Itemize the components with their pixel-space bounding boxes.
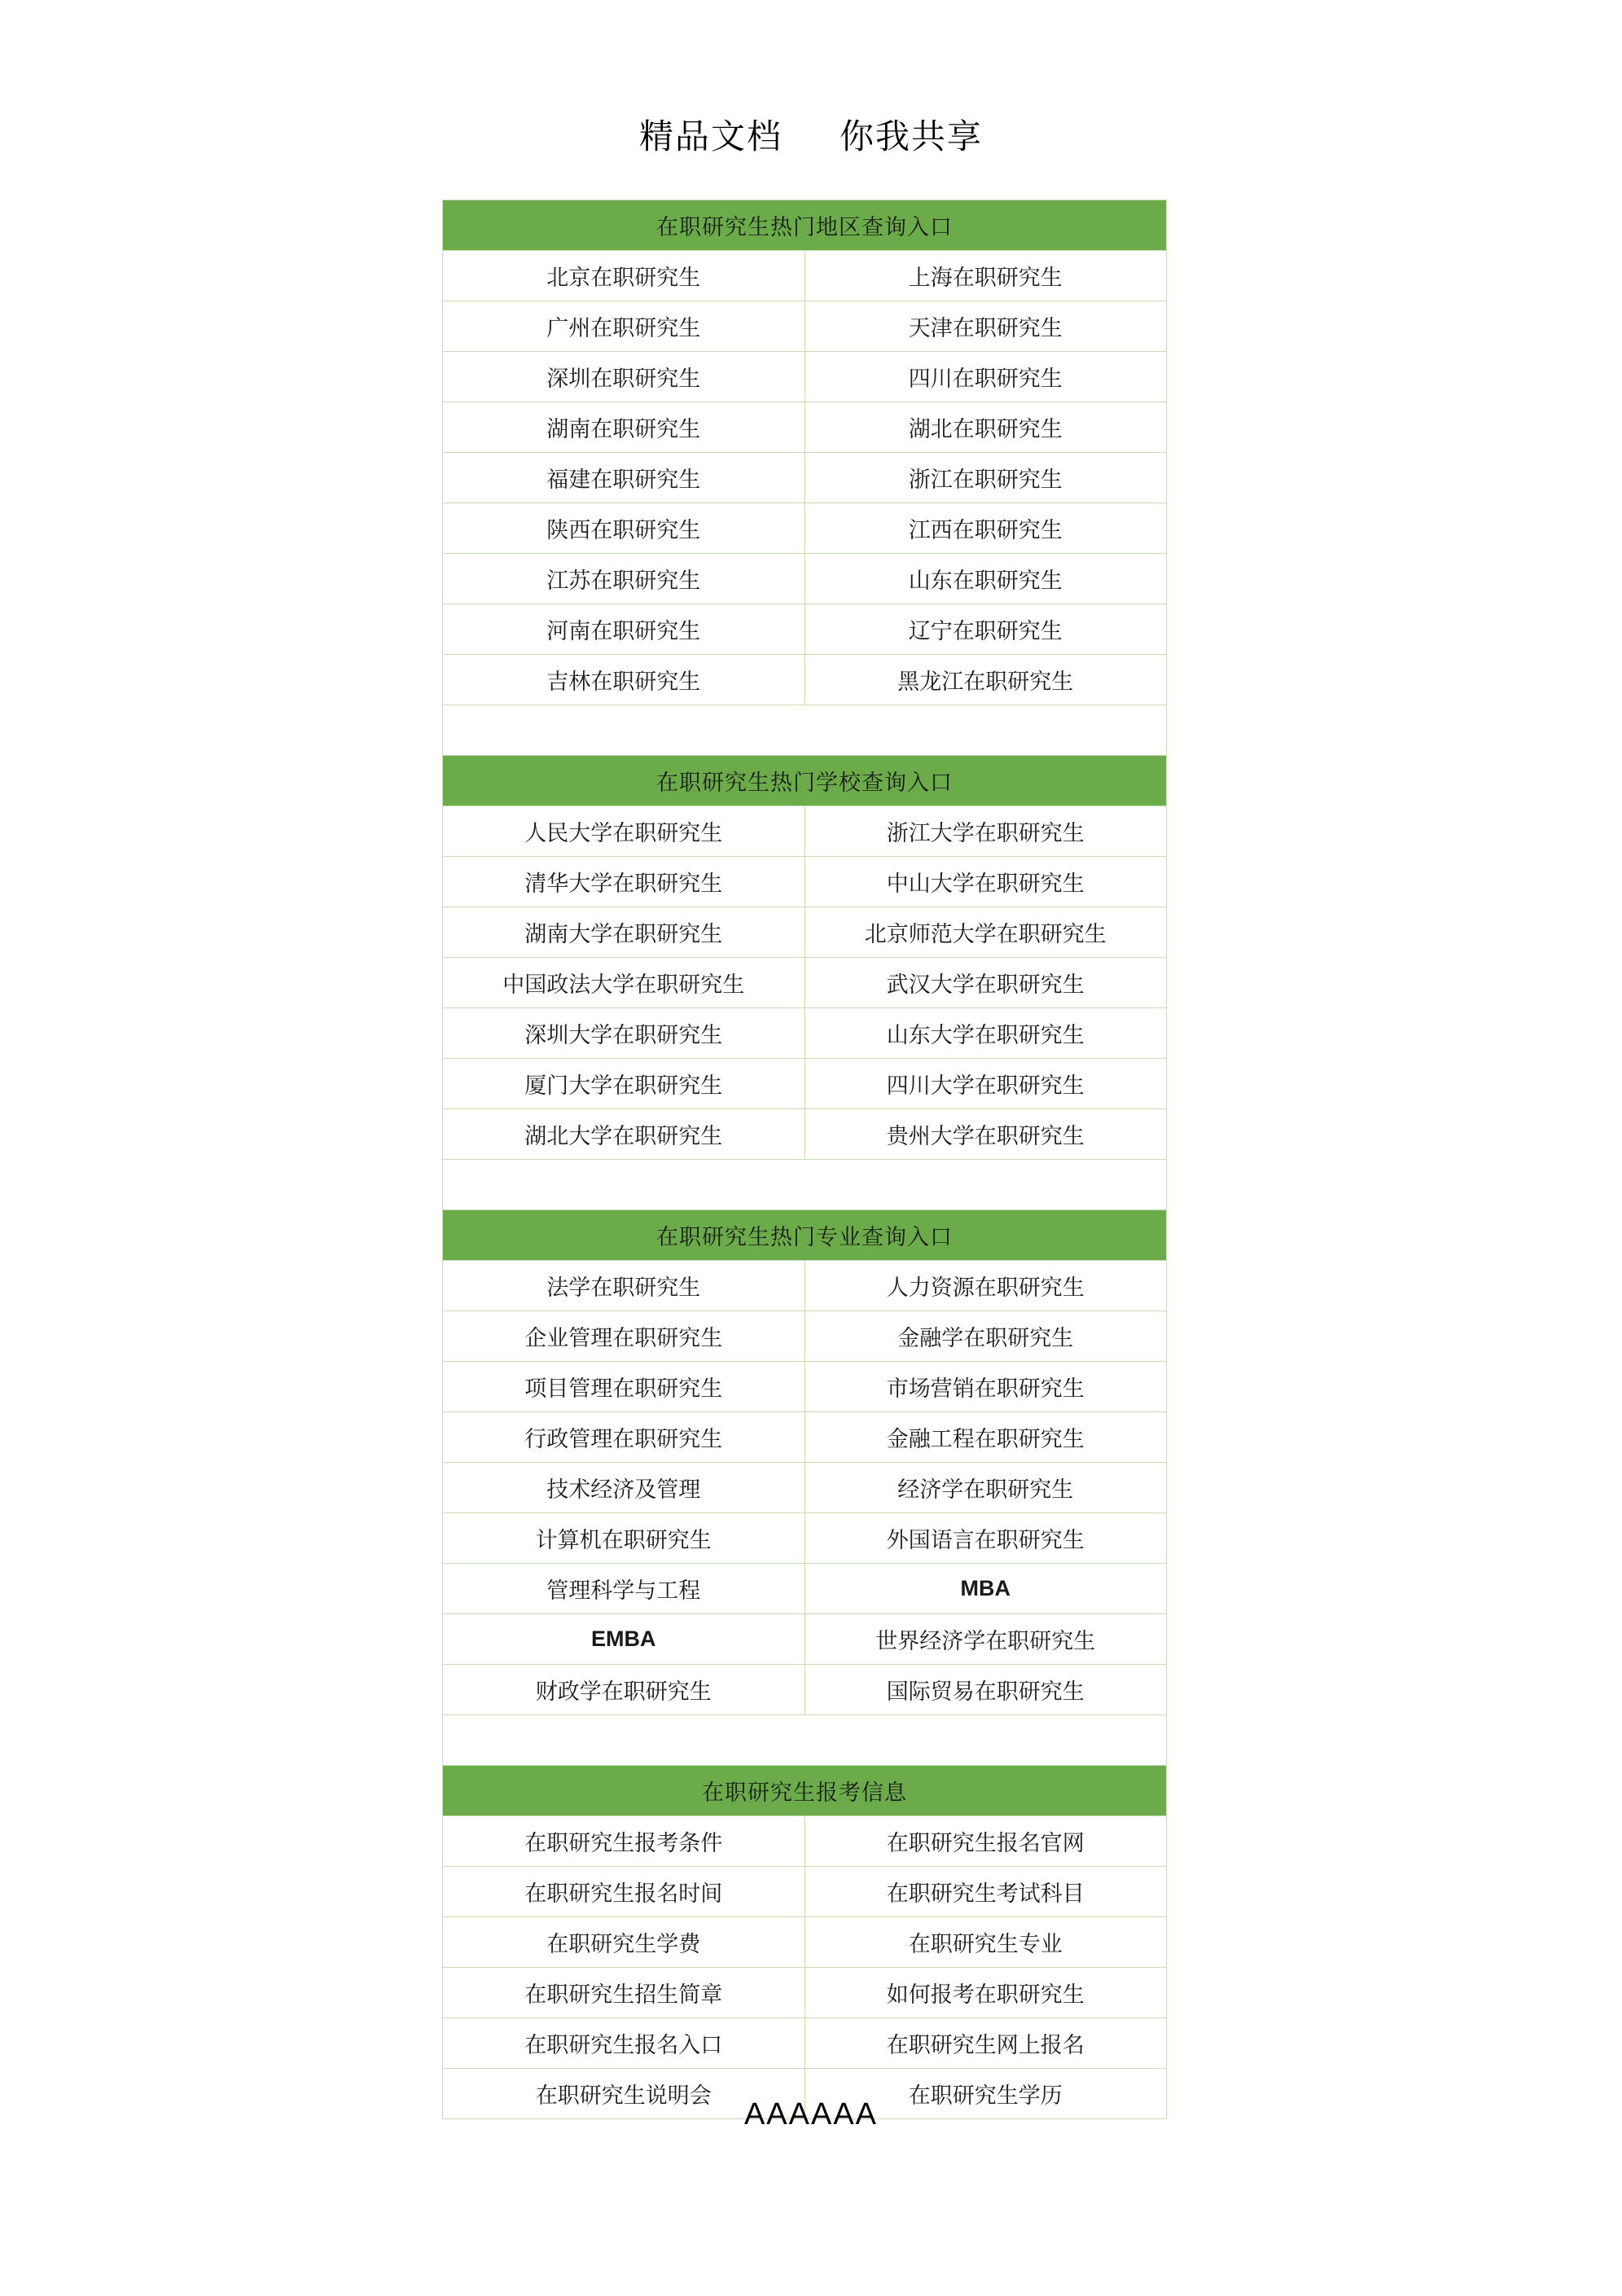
- link-cell[interactable]: 贵州大学在职研究生: [804, 1109, 1167, 1160]
- link-cell[interactable]: 在职研究生报考条件: [443, 1816, 805, 1867]
- link-cell[interactable]: 在职研究生专业: [804, 1917, 1167, 1968]
- table-row: [443, 1311, 1167, 1362]
- section-header-row: [443, 1210, 1167, 1261]
- link-cell[interactable]: 企业管理在职研究生: [443, 1311, 805, 1362]
- page-header: [0, 110, 1622, 159]
- table-row: [443, 301, 1167, 352]
- link-cell[interactable]: 上海在职研究生: [804, 251, 1167, 301]
- link-cell[interactable]: 江苏在职研究生: [443, 554, 805, 604]
- table-row: [443, 958, 1167, 1008]
- link-cell[interactable]: 深圳在职研究生: [443, 352, 805, 402]
- table-row: [443, 1008, 1167, 1059]
- table-row: [443, 402, 1167, 453]
- link-cell[interactable]: 深圳大学在职研究生: [443, 1008, 805, 1059]
- table-row: [443, 907, 1167, 958]
- link-cell[interactable]: 广州在职研究生: [443, 301, 805, 352]
- link-cell[interactable]: 黑龙江在职研究生: [804, 655, 1167, 705]
- link-cell[interactable]: 江西在职研究生: [804, 503, 1167, 554]
- link-cell[interactable]: 在职研究生报名时间: [443, 1867, 805, 1917]
- table-spacer-cell: [443, 705, 1167, 756]
- link-cell[interactable]: 市场营销在职研究生: [804, 1362, 1167, 1412]
- table-row: [443, 352, 1167, 402]
- link-cell[interactable]: 世界经济学在职研究生: [804, 1614, 1167, 1665]
- link-tables-container: [442, 200, 1167, 2119]
- table-spacer-row: [443, 705, 1167, 756]
- link-cell[interactable]: 湖南在职研究生: [443, 402, 805, 453]
- page-footer: AAAAAA: [743, 2097, 879, 2131]
- table-row: [443, 1614, 1167, 1665]
- link-cell[interactable]: 国际贸易在职研究生: [804, 1665, 1167, 1715]
- link-cell[interactable]: 辽宁在职研究生: [804, 604, 1167, 655]
- section-header-row: [443, 1766, 1167, 1816]
- table-row: [443, 806, 1167, 857]
- link-cell[interactable]: 管理科学与工程: [443, 1564, 805, 1614]
- table-spacer-row: [443, 1715, 1167, 1766]
- link-cell[interactable]: 湖北大学在职研究生: [443, 1109, 805, 1160]
- header-left-text: 精品文档: [638, 119, 783, 156]
- link-table: [442, 200, 1167, 2119]
- link-cell[interactable]: 金融工程在职研究生: [804, 1412, 1167, 1463]
- link-cell[interactable]: 人力资源在职研究生: [804, 1261, 1167, 1311]
- table-spacer-cell: [443, 1715, 1167, 1766]
- link-cell[interactable]: 陕西在职研究生: [443, 503, 805, 554]
- table-row: [443, 1564, 1167, 1614]
- table-row: [443, 1816, 1167, 1867]
- link-cell[interactable]: 清华大学在职研究生: [443, 857, 805, 907]
- link-cell[interactable]: 经济学在职研究生: [804, 1463, 1167, 1513]
- section-header-row: [443, 756, 1167, 806]
- section-title: 在职研究生报考信息: [443, 1766, 1167, 1816]
- link-cell[interactable]: 如何报考在职研究生: [804, 1968, 1167, 2018]
- table-row: [443, 1059, 1167, 1109]
- section-title: 在职研究生热门学校查询入口: [443, 756, 1167, 806]
- link-cell[interactable]: 在职研究生学历: [804, 2069, 1167, 2119]
- link-cell[interactable]: 行政管理在职研究生: [443, 1412, 805, 1463]
- link-cell[interactable]: 在职研究生网上报名: [804, 2018, 1167, 2069]
- table-row: [443, 554, 1167, 604]
- link-cell[interactable]: 在职研究生招生简章: [443, 1968, 805, 2018]
- link-cell[interactable]: 四川在职研究生: [804, 352, 1167, 402]
- link-cell[interactable]: 天津在职研究生: [804, 301, 1167, 352]
- link-cell[interactable]: 中国政法大学在职研究生: [443, 958, 805, 1008]
- link-cell[interactable]: 在职研究生报名官网: [804, 1816, 1167, 1867]
- table-spacer-cell: [443, 1160, 1167, 1210]
- table-row: [443, 1463, 1167, 1513]
- link-cell[interactable]: 外国语言在职研究生: [804, 1513, 1167, 1564]
- link-cell[interactable]: 法学在职研究生: [443, 1261, 805, 1311]
- table-row: [443, 604, 1167, 655]
- link-cell[interactable]: 计算机在职研究生: [443, 1513, 805, 1564]
- table-row: [443, 1665, 1167, 1715]
- link-cell[interactable]: 山东在职研究生: [804, 554, 1167, 604]
- table-row: [443, 1917, 1167, 1968]
- link-cell[interactable]: 河南在职研究生: [443, 604, 805, 655]
- section-title: 在职研究生热门地区查询入口: [443, 200, 1167, 251]
- table-row: [443, 453, 1167, 503]
- link-cell[interactable]: 金融学在职研究生: [804, 1311, 1167, 1362]
- link-cell[interactable]: 在职研究生报名入口: [443, 2018, 805, 2069]
- link-cell[interactable]: 财政学在职研究生: [443, 1665, 805, 1715]
- table-row: [443, 1513, 1167, 1564]
- table-row: [443, 1412, 1167, 1463]
- link-cell[interactable]: EMBA: [443, 1614, 805, 1665]
- link-cell[interactable]: 技术经济及管理: [443, 1463, 805, 1513]
- link-cell[interactable]: 在职研究生学费: [443, 1917, 805, 1968]
- link-cell[interactable]: 人民大学在职研究生: [443, 806, 805, 857]
- table-row: [443, 857, 1167, 907]
- table-row: [443, 251, 1167, 301]
- link-cell[interactable]: 北京师范大学在职研究生: [804, 907, 1167, 958]
- table-row: [443, 1109, 1167, 1160]
- section-title: 在职研究生热门专业查询入口: [443, 1210, 1167, 1261]
- link-cell[interactable]: 武汉大学在职研究生: [804, 958, 1167, 1008]
- link-cell[interactable]: 项目管理在职研究生: [443, 1362, 805, 1412]
- link-cell[interactable]: 北京在职研究生: [443, 251, 805, 301]
- link-cell[interactable]: 吉林在职研究生: [443, 655, 805, 705]
- link-cell[interactable]: 福建在职研究生: [443, 453, 805, 503]
- table-row: [443, 1867, 1167, 1917]
- link-cell[interactable]: 浙江大学在职研究生: [804, 806, 1167, 857]
- link-cell[interactable]: 在职研究生说明会: [443, 2069, 805, 2119]
- table-row: [443, 1968, 1167, 2018]
- link-cell[interactable]: 山东大学在职研究生: [804, 1008, 1167, 1059]
- link-cell[interactable]: 四川大学在职研究生: [804, 1059, 1167, 1109]
- link-cell[interactable]: 厦门大学在职研究生: [443, 1059, 805, 1109]
- link-cell[interactable]: 浙江在职研究生: [804, 453, 1167, 503]
- table-row: [443, 2018, 1167, 2069]
- table-row: [443, 655, 1167, 705]
- link-cell[interactable]: 湖北在职研究生: [804, 402, 1167, 453]
- link-cell[interactable]: 在职研究生考试科目: [804, 1867, 1167, 1917]
- header-right-text: 你我共享: [839, 119, 984, 156]
- link-cell[interactable]: MBA: [804, 1564, 1167, 1614]
- section-header-row: [443, 200, 1167, 251]
- link-cell[interactable]: 中山大学在职研究生: [804, 857, 1167, 907]
- link-cell[interactable]: 湖南大学在职研究生: [443, 907, 805, 958]
- table-row: [443, 1261, 1167, 1311]
- table-spacer-row: [443, 1160, 1167, 1210]
- table-row: [443, 1362, 1167, 1412]
- table-row: [443, 503, 1167, 554]
